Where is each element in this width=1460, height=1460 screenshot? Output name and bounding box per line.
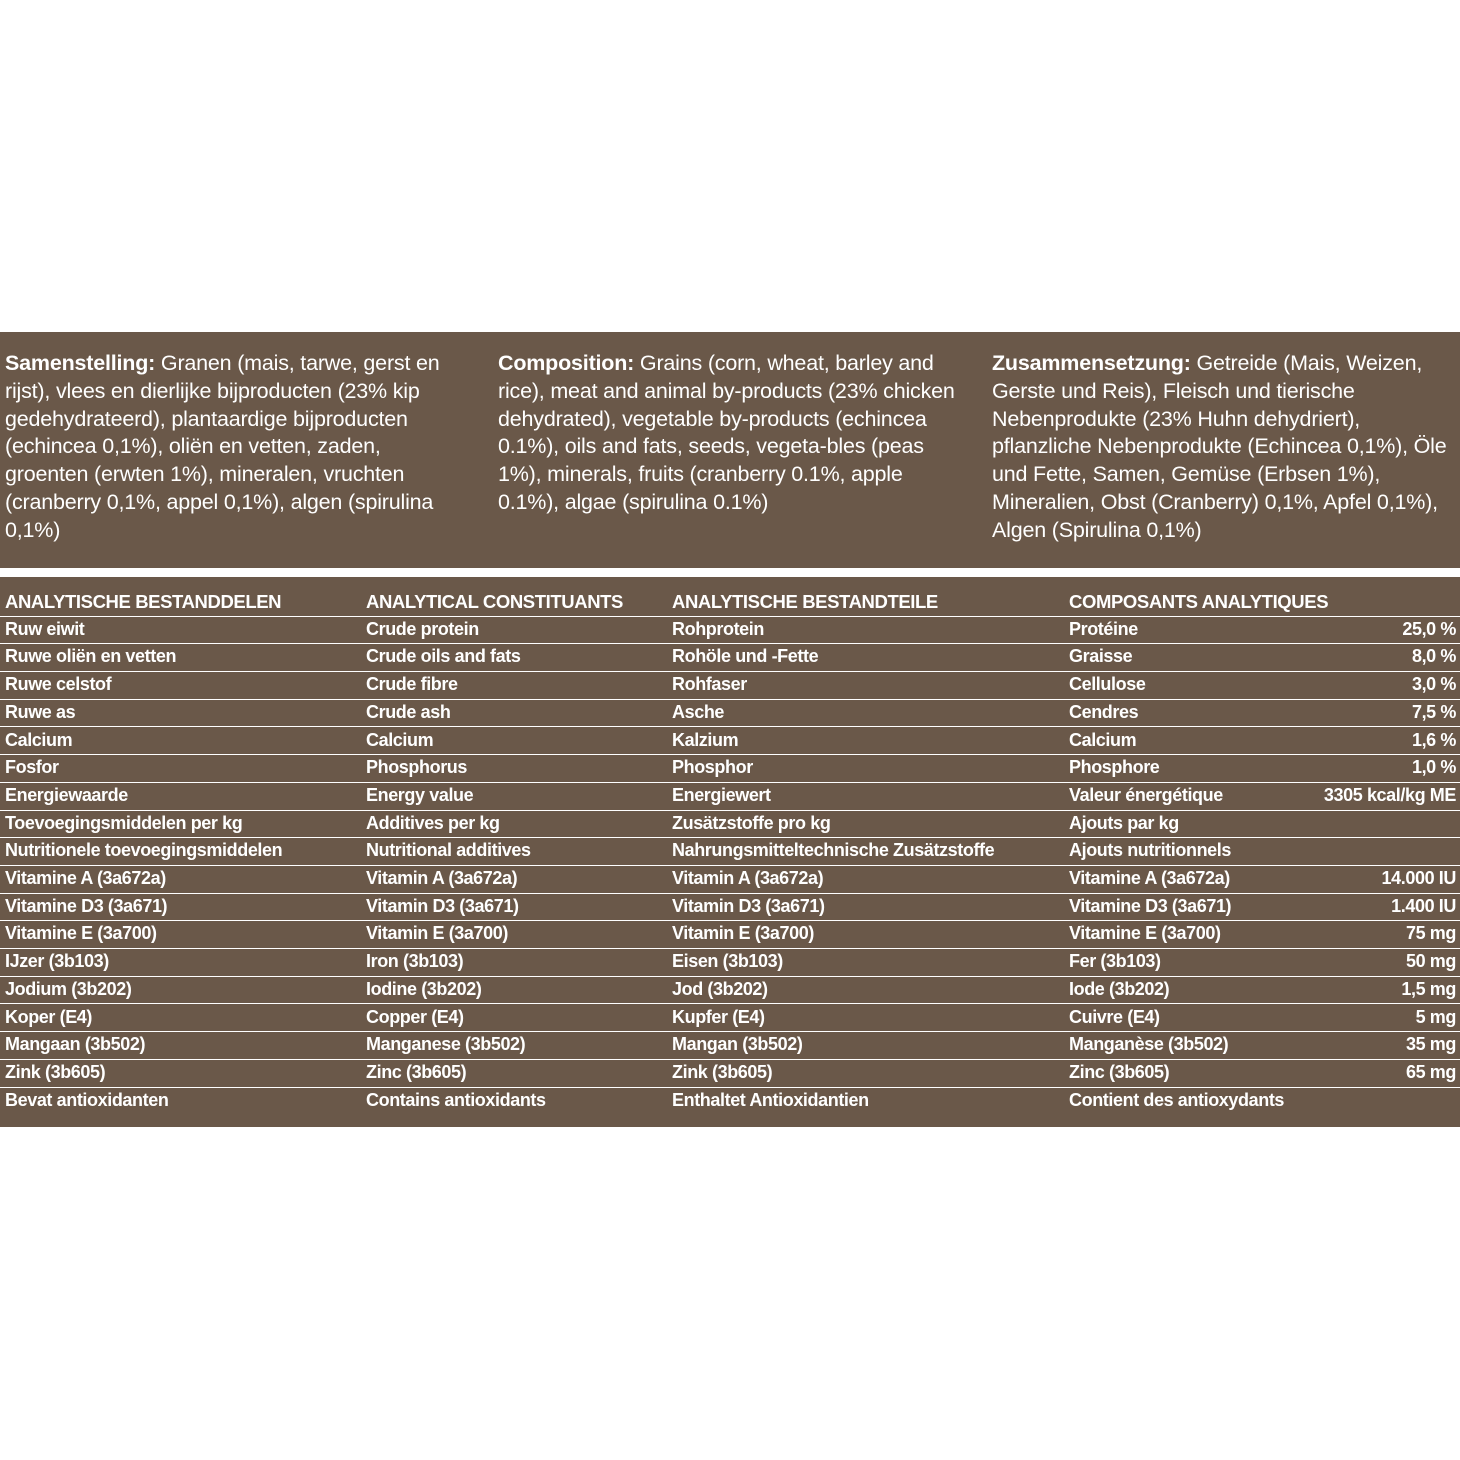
cell-nl: Toevoegingsmiddelen per kg [5,812,243,833]
cell-de: Mangan (3b502) [672,1034,803,1055]
composition-de-label: Zusammensetzung: [992,351,1191,375]
cell-fr: Phosphore [1069,757,1160,778]
cell-de: Zink (3b605) [672,1061,773,1082]
table-row [0,810,1460,839]
cell-en: Vitamin D3 (3a671) [366,895,519,916]
cell-en: Vitamin A (3a672a) [366,868,518,888]
cell-fr: Vitamine A (3a672a) [1069,868,1230,888]
cell-en: Vitamin E (3a700) [366,923,508,944]
cell-nl: Jodium (3b202) [5,978,132,999]
table-row [0,727,1460,756]
cell-en: Calcium [366,729,434,750]
cell-en: Crude fibre [366,674,458,695]
cell-de: Rohöle und -Fette [672,646,819,667]
cell-nl: Ruwe oliën en vetten [5,646,177,667]
cell-de: Rohfaser [672,674,747,695]
table-row [0,865,1460,894]
table-row [0,948,1460,977]
cell-en: Contains antioxidants [366,1089,546,1110]
cell-en: Crude protein [366,618,479,639]
table-row [0,782,1460,811]
cell-fr: Calcium [1069,729,1137,750]
cell-nl: Zink (3b605) [5,1061,106,1082]
table-row [0,754,1460,783]
table-row [0,1031,1460,1060]
cell-de: Vitamin A (3a672a) [672,868,824,888]
cell-fr: Iode (3b202) [1069,978,1170,999]
cell-fr: Fer (3b103) [1069,951,1161,972]
table-row [0,1004,1460,1033]
table-row [0,1059,1460,1088]
composition-de [992,350,1454,545]
cell-fr: Zinc (3b605) [1069,1061,1170,1082]
table-row [0,976,1460,1005]
cell-de: Phosphor [672,757,753,778]
cell-nl: Ruw eiwit [5,618,85,639]
cell-nl: Koper (E4) [5,1006,93,1027]
header-de: ANALYTISCHE BESTANDTEILE [672,591,938,612]
cell-de: Energiewert [672,784,771,805]
cell-en: Manganese (3b502) [366,1034,526,1055]
table-row [0,643,1460,672]
cell-en: Energy value [366,784,474,805]
cell-nl: Vitamine A (3a672a) [5,868,166,888]
cell-fr: Cuivre (E4) [1069,1006,1160,1027]
cell-en: Phosphorus [366,757,468,778]
cell-value: 3305 kcal/kg ME [1323,784,1456,805]
cell-fr: Vitamine D3 (3a671) [1069,895,1232,916]
cell-de: Jod (3b202) [672,978,768,999]
cell-nl: Mangaan (3b502) [5,1034,146,1055]
cell-nl: Energiewaarde [5,784,128,805]
table-row [0,1087,1460,1115]
cell-value: 8,0 % [1411,646,1456,667]
cell-nl: Calcium [5,729,73,750]
table-row [0,671,1460,700]
table-row [0,699,1460,728]
cell-de: Eisen (3b103) [672,951,783,972]
cell-de: Kalzium [672,729,739,750]
header-nl: ANALYTISCHE BESTANDDELEN [5,591,282,612]
cell-de: Rohprotein [672,618,764,639]
cell-value: 7,5 % [1411,701,1456,722]
composition-de-text: Getreide (Mais, Weizen, Gerste und Reis), Fleisch und tierische Nebenprodukte (23% Huhn dehydriert), pflanzliche Nebenprodukte (Echincea 0,1%), Öle und Fette, Samen, Gemüse (Erbsen 1%), Mineralien, Obst (Cranberry) 0,1%, Apfel 0,1%), Algen (Spirulina 0,1%) [992,351,1447,542]
cell-fr: Ajouts nutritionnels [1069,840,1231,861]
cell-fr: Manganèse (3b502) [1069,1034,1229,1055]
cell-en: Iron (3b103) [366,951,464,972]
cell-value: 1,0 % [1411,757,1456,778]
cell-fr: Cellulose [1069,674,1146,695]
cell-value: 75 mg [1405,923,1456,944]
cell-value: 14.000 IU [1381,868,1456,888]
composition-en-label: Composition: [498,351,635,375]
cell-en: Copper (E4) [366,1006,464,1027]
cell-nl: Ruwe as [5,701,76,722]
cell-de: Kupfer (E4) [672,1006,765,1027]
composition-nl-label: Samenstelling: [5,351,156,375]
composition-en [498,350,968,517]
table-row [0,837,1460,866]
cell-en: Nutritional additives [366,840,531,861]
cell-value: 50 mg [1405,951,1456,972]
cell-en: Crude oils and fats [366,646,521,667]
cell-nl: Nutritionele toevoegingsmiddelen [5,840,283,861]
table-row [0,920,1460,949]
cell-de: Vitamin D3 (3a671) [672,895,825,916]
cell-value: 5 mg [1415,1006,1456,1027]
cell-de: Vitamin E (3a700) [672,923,814,944]
cell-de: Enthaltet Antioxidantien [672,1089,869,1110]
cell-nl: Fosfor [5,757,59,778]
cell-value: 25,0 % [1402,618,1456,639]
cell-value: 1,5 mg [1401,978,1456,999]
table-row [0,616,1460,645]
composition-panel [0,332,1460,568]
cell-fr: Cendres [1069,701,1139,722]
analytical-table [0,577,1460,1127]
cell-fr: Valeur énergétique [1069,784,1223,805]
composition-nl-text: Granen (mais, tarwe, gerst en rijst), vlees en dierlijke bijproducten (23% kip gedehydrateerd), plantaardige bijproducten (echincea 0,1%), oliën en vetten, zaden, groenten (erwten 1%), mineralen, vruchten (cranberry 0,1%, appel 0,1%), algen (spirulina 0,1%) [5,351,440,542]
cell-value: 1,6 % [1411,729,1456,750]
cell-fr: Graisse [1069,646,1133,667]
cell-nl: Vitamine E (3a700) [5,923,157,944]
header-en: ANALYTICAL CONSTITUANTS [366,591,623,612]
cell-en: Additives per kg [366,812,500,833]
cell-en: Iodine (3b202) [366,978,482,999]
cell-fr: Vitamine E (3a700) [1069,923,1221,944]
cell-en: Crude ash [366,701,451,722]
cell-nl: Bevat antioxidanten [5,1089,169,1110]
cell-value: 3,0 % [1411,674,1456,695]
cell-en: Zinc (3b605) [366,1061,467,1082]
cell-nl: Ruwe celstof [5,674,112,695]
table-header-row [0,588,1460,617]
cell-de: Asche [672,701,725,722]
cell-value: 1.400 IU [1391,895,1456,916]
cell-value: 65 mg [1405,1061,1456,1082]
cell-value: 35 mg [1405,1034,1456,1055]
composition-nl [5,350,465,545]
composition-en-text: Grains (corn, wheat, barley and rice), meat and animal by-products (23% chicken dehydrated), vegetable by-products (echincea 0.1%), oils and fats, seeds, vegeta-bles (peas 1%), minerals, fruits (cranberry 0.1%, apple 0.1%), algae (spirulina 0.1%) [498,351,955,514]
header-fr: COMPOSANTS ANALYTIQUES [1069,591,1329,612]
cell-fr: Contient des antioxydants [1069,1089,1285,1110]
cell-nl: IJzer (3b103) [5,951,109,972]
cell-fr: Protéine [1069,618,1138,639]
table-row [0,893,1460,922]
cell-fr: Ajouts par kg [1069,812,1179,833]
cell-de: Nahrungsmitteltechnische Zusätzstoffe [672,840,995,861]
cell-de: Zusätzstoffe pro kg [672,812,831,833]
cell-nl: Vitamine D3 (3a671) [5,895,168,916]
